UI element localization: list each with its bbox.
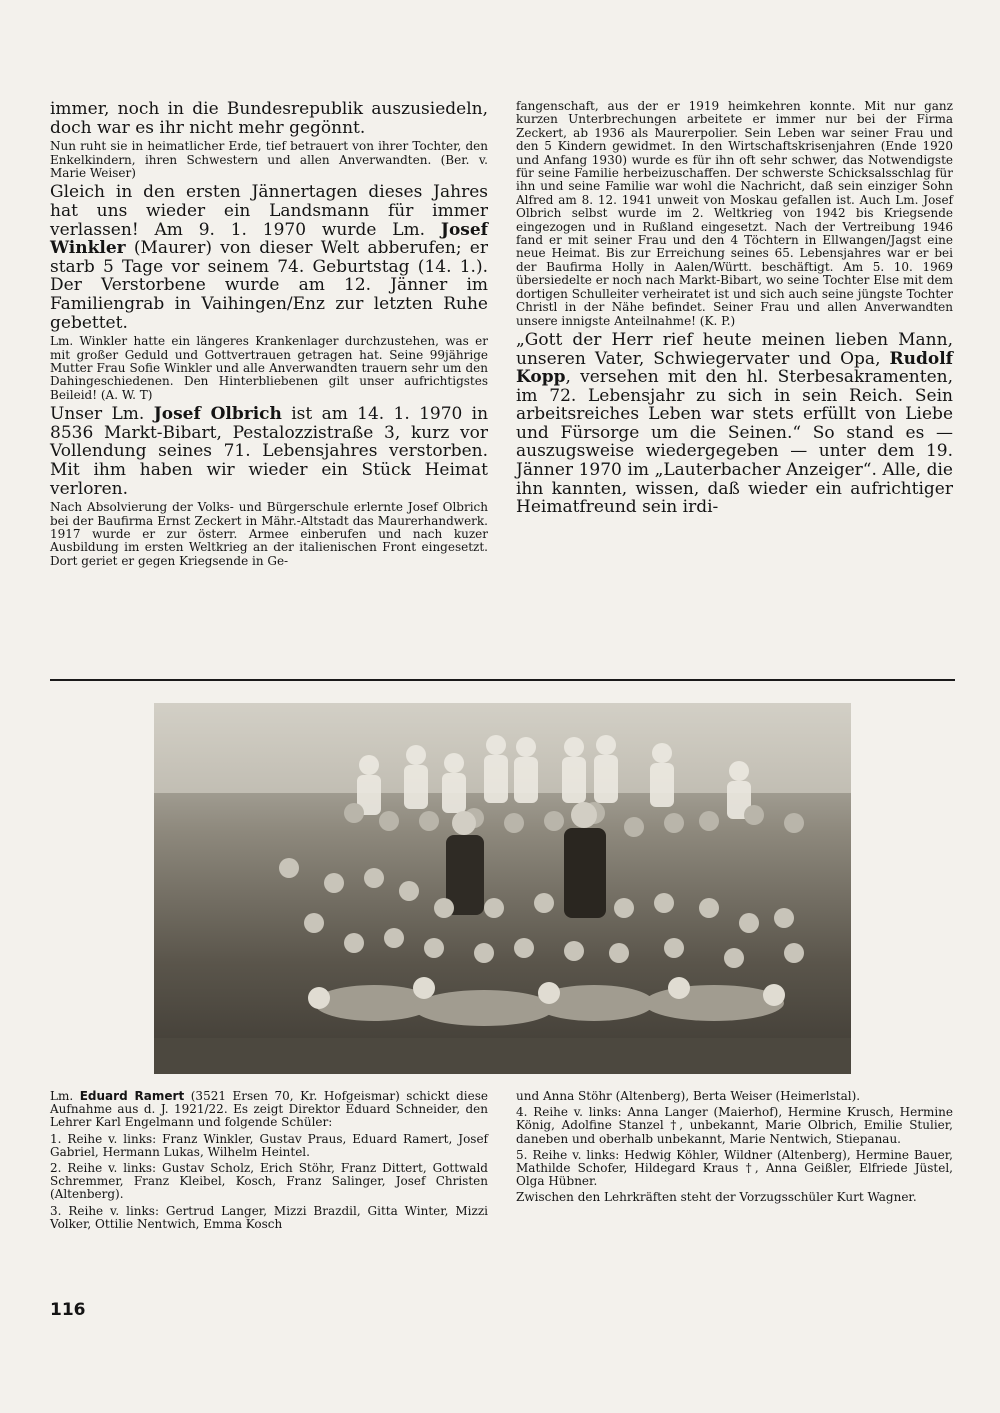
paragraph: immer, noch in die Bundesrepublik auszusiedeln, doch war es ihr nicht mehr gegönnt.	[50, 99, 488, 138]
caption-paragraph	[50, 1090, 488, 1130]
paragraph	[516, 331, 953, 517]
text: ist am 14. 1. 1970 in 8536 Markt-Bibart, Pestalozzistraße 3, kurz vor Vollendung seines 71. Lebensjahres verstorben. Mit ihm haben wir wieder ein Stück Heimat verloren.	[50, 404, 489, 499]
text: „Gott der Herr rief heute meinen lieben Mann, unseren Vater, Schwiegervater und Opa,	[516, 329, 953, 369]
paragraph: Nach Absolvierung der Volks- und Bürgerschule erlernte Josef Olbrich bei der Baufirma Ernst Zeckert in Mähr.-Altstadt das Maurerhandwerk. 1917 wurde er zur österr. Armee einberufen und nach kuzer Ausbildung im ersten Weltkrieg an der italienischen Front eingesetzt. Dort geriet er gegen Kriegsende in Ge-	[50, 500, 488, 568]
text: (Maurer) von dieser Welt abberufen; er starb 5 Tage vor seinem 74. Geburtstag (14. 1.). Der Verstorbene wurde am 12. Jänner im Familiengrab in Vaihingen/Enz zur letzten Ruhe gebettet.	[50, 238, 488, 333]
caption-paragraph: 5. Reihe v. links: Hedwig Köhler, Wildner (Altenberg), Hermine Bauer, Mathilde Schofer, Hildegard Kraus †, Anna Geißler, Elfriede Jüstel, Olga Hübner.	[516, 1147, 953, 1189]
caption-paragraph: 3. Reihe v. links: Gertrud Langer, Mizzi Brazdil, Gitta Winter, Mizzi Volker, Ottilie Nentwich, Emma Kosch	[50, 1203, 488, 1231]
caption-paragraph: und Anna Stöhr (Altenberg), Berta Weiser (Heimerlstal).	[516, 1089, 861, 1103]
photo-illustration	[154, 703, 851, 1074]
paragraph: Nun ruht sie in heimatlicher Erde, tief betrauert von ihrer Tochter, den Enkelkindern, ihren Schwestern und allen Anverwandten. (Ber. v. Marie Weiser)	[50, 139, 488, 180]
text: Gleich in den ersten Jännertagen dieses Jahres hat uns wieder ein Landsmann für immer verlassen! Am 9. 1. 1970 wurde Lm.	[50, 182, 488, 240]
class-photograph	[154, 703, 851, 1074]
caption-paragraph: 4. Reihe v. links: Anna Langer (Maierhof), Hermine Krusch, Hermine König, Adolfine Stanzel †, unbekannt, Marie Olbrich, Emilie Stulier, daneben und oberhalb unbekannt, Marie Nentwich, Stiepanau.	[516, 1105, 953, 1146]
caption-paragraph: 2. Reihe v. links: Gustav Scholz, Erich Stöhr, Franz Dittert, Gottwald Schremmer, Franz Kleibel, Kosch, Franz Salinger, Josef Christen (Altenberg).	[50, 1161, 488, 1202]
divider	[50, 679, 955, 681]
right-column	[516, 100, 953, 520]
paragraph	[50, 183, 488, 332]
paragraph: fangenschaft, aus der er 1919 heimkehren konnte. Mit nur ganz kurzen Unterbrechungen arbeitete er immer nur bei der Firma Zeckert, ab 1936 als Maurerpolier. Sein Leben war seiner Frau und den 5 Kindern gewidmet. In den Wirtschaftskrisenjahren (Ende 1920 und Anfang 1930) wurde es für ihn oft sehr schwer, das Notwendigste für seine Familie herbeizuschaffen. Der schwerste Schicksalsschlag für ihn und seine Familie war wohl die Nachricht, daß sein einziger Sohn Alfred am 8. 12. 1941 unweit von Moskau gefallen ist. Auch Lm. Josef Olbrich selbst wurde im 2. Weltkrieg von 1942 bis Kriegsende eingezogen und in Rußland eingesetzt. Nach der Vertreibung 1946 fand er mit seiner Frau und den 4 Töchtern in Ellwangen/Jagst eine neue Heimat. Bis zur Erreichung seines 65. Lebensjahres war er bei der Baufirma Holly in Aalen/Württ. beschäftigt. Am 5. 10. 1969 übersiedelte er noch nach Markt-Bibart, wo seine Tochter Else mit dem dortigen Schulleiter verheiratet ist und sich auch seine jüngste Tochter Christl in der Nähe befindet. Seiner Frau und allen Anverwandten unsere innigste Anteilnahme! (K. P.)	[516, 99, 953, 328]
person-name: Eduard Ramert	[79, 1089, 185, 1103]
person-name: Rudolf Kopp	[516, 348, 953, 388]
paragraph: Lm. Winkler hatte ein längeres Krankenlager durchzustehen, was er mit großer Geduld und Gottvertrauen getragen hat. Seine 99jährige Mutter Frau Sofie Winkler und alle Anverwandten trauern sehr um den Dahingeschiedenen. Den Hinterbliebenen gilt unser aufrichtigstes Beileid! (A. W. T)	[50, 334, 488, 402]
text: (3521 Ersen 70, Kr. Hofgeismar) schickt diese Aufnahme aus d. J. 1921/22. Es zeigt Direktor Eduard Schneider, den Lehrer Karl Engelmann und folgende Schüler:	[50, 1089, 488, 1130]
photo-caption-right	[516, 1090, 953, 1208]
paragraph	[50, 405, 488, 498]
left-column	[50, 100, 488, 571]
caption-paragraph: Zwischen den Lehrkräften steht der Vorzugsschüler Kurt Wagner.	[516, 1190, 917, 1205]
photo-caption-left	[50, 1090, 488, 1234]
text: Unser Lm.	[50, 404, 145, 425]
person-name: Josef Winkler	[50, 219, 488, 259]
caption-paragraph: 1. Reihe v. links: Franz Winkler, Gustav Praus, Eduard Ramert, Josef Gabriel, Hermann Lukas, Wilhelm Heintel.	[50, 1131, 488, 1159]
text: Lm.	[50, 1089, 74, 1103]
page-number: 116	[50, 1300, 86, 1320]
person-name: Josef Olbrich	[153, 404, 282, 425]
text: , versehen mit den hl. Sterbesakramenten, im 72. Lebensjahr zu sich in sein Reich. Sein arbeitsreiches Leben war stets erfüllt von Liebe und Fürsorge um die Seinen.“ So stand es — auszugsweise wiedergegeben — unter dem 19. Jänner 1970 im „Lauterbacher Anzeiger“. Alle, die ihn kannten, wissen, daß wieder ein aufrichtiger Heimatfreund sein irdi-	[516, 367, 953, 518]
